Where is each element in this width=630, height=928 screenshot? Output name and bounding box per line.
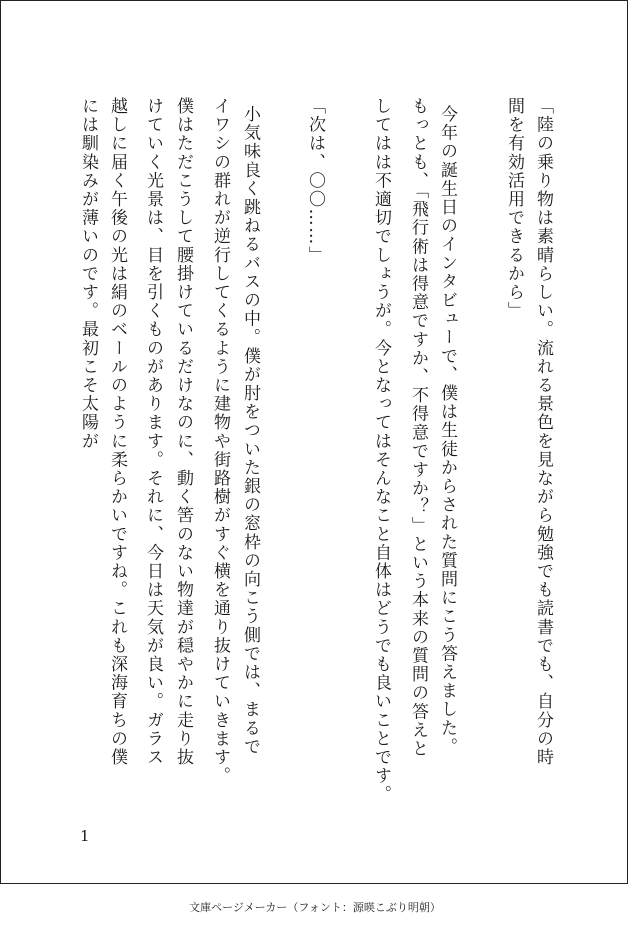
text-line: 間を有効活用できるから」 — [504, 97, 524, 321]
text-line: 越しに届く午後の光は絹のベールのように柔らかいですね。これも深海育ちの僕 — [107, 97, 127, 767]
text-line: してはは不適切でしょうが。今となってはそんなこと自体はどうでも良いことです。 — [371, 97, 391, 804]
text-line: けていく光景は、目を引くものがあります。それに、今日は天気が良い。ガラス — [143, 97, 163, 767]
text-line: には馴染みが薄いのです。最初こそ太陽が — [78, 97, 98, 451]
text-line: 「次は、〇〇……」 — [305, 97, 325, 265]
text-line: 小気味良く跳ねるバスの中。僕が肘をついた銀の窓枠の向こう側では、まるで — [240, 105, 260, 756]
text-line: 僕はただこうして腰掛けているだけなのに、動く筈のない物達が穏やかに走り抜 — [173, 97, 193, 767]
text-line: 今年の誕生日のインタビューで、僕は生徒からされた質問にこう答えました。 — [437, 105, 457, 756]
text-line: 「陸の乗り物は素晴らしい。流れる景色を見ながら勉強でも読書でも、自分の時 — [533, 97, 553, 767]
text-line: もっとも、「飛行術は得意ですか、不得意ですか？」という本来の質問の答えと — [408, 97, 428, 759]
text-line: イワシの群れが逆行してくるように建物や街路樹がすぐ横を通り抜けていきます。 — [210, 97, 230, 786]
footer-credit: 文庫ページメーカー（フォント：源暎こぶり明朝） — [189, 901, 441, 914]
page-number: 1 — [80, 827, 90, 845]
